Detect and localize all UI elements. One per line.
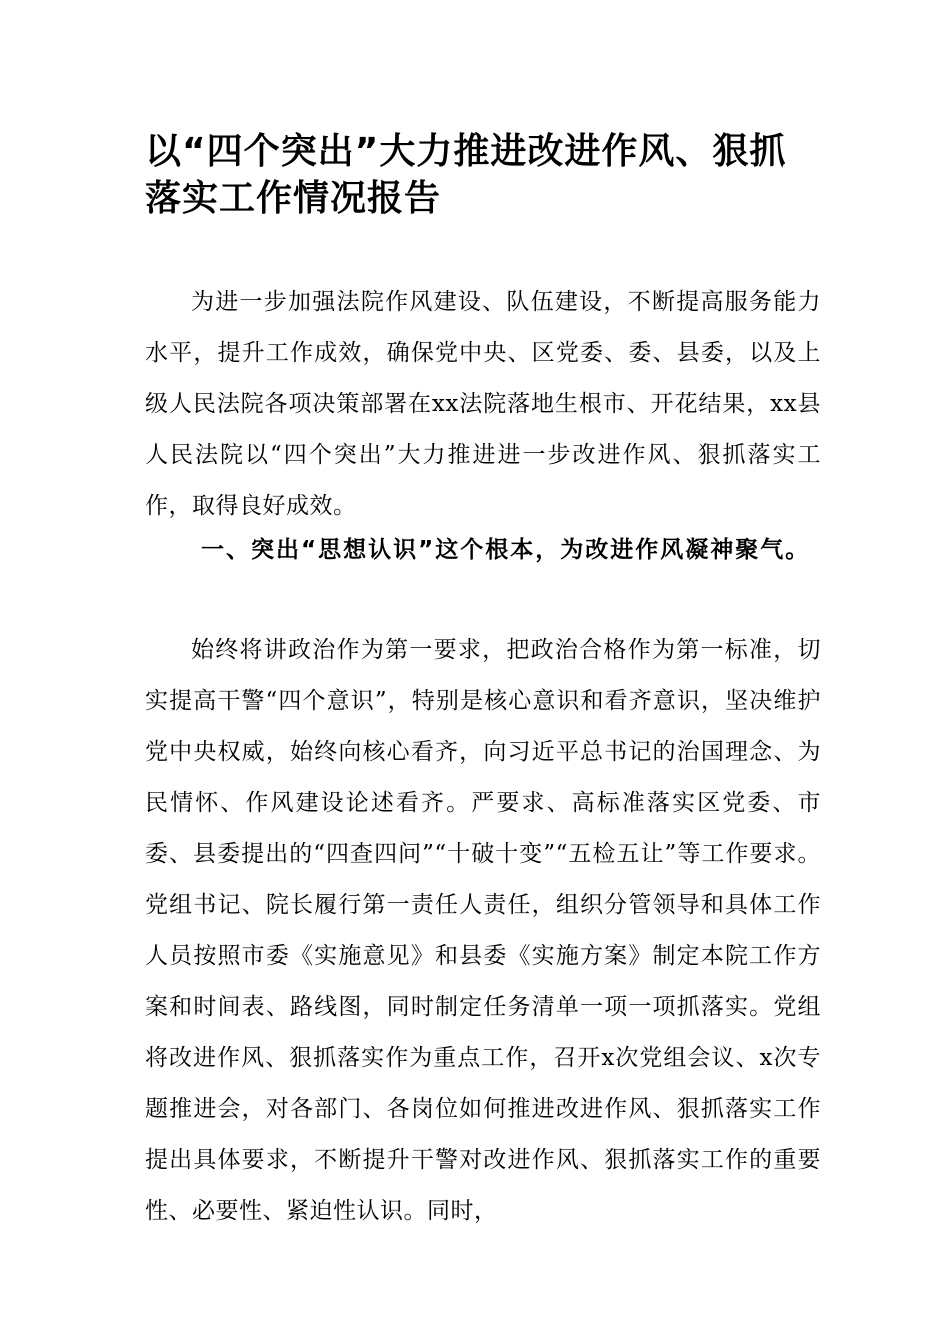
body-paragraph: 始终将讲政治作为第一要求，把政治合格作为第一标准，切实提高干警“四个意识”，特别是核心意识和看齐意识，坚决维护党中央权威，始终向核心看齐，向习近平总书记的治国理念、为民情怀、作风建设论述看齐。严要求、高标准落实区党委、市委、县委提出的“四查四问”“十破十变”“五检五让”等工作要求。党组书记、院长履行第一责任人责任，组织分管领导和具体工作人员按照市委《实施意见》和县委《实施方案》制定本院工作方案和时间表、路线图，同时制定任务清单一项一项抓落实。党组将改进作风、狠抓落实作为重点工作，召开x次党组会议、x次专题推进会，对各部门、各岗位如何推进改进作风、狠抓落实工作提出具体要求，不断提升干警对改进作风、狠抓落实工作的重要性、必要性、紧迫性认识。同时， [145, 637, 821, 1224]
intro-paragraph: 为进一步加强法院作风建设、队伍建设，不断提高服务能力水平，提升工作成效，确保党中央、区党委、委、县委，以及上级人民法院各项决策部署在xx法院落地生根市、开花结果，xx县人民法院以“四个突出”大力推进进一步改进作风、狠抓落实工作，取得良好成效。 [145, 289, 821, 519]
section-heading-1: 一、突出“思想认识”这个根本，为改进作风凝神聚气。 [201, 537, 811, 563]
document-title: 以“四个突出”大力推进改进作风、狠抓落实工作情况报告 [145, 131, 787, 219]
